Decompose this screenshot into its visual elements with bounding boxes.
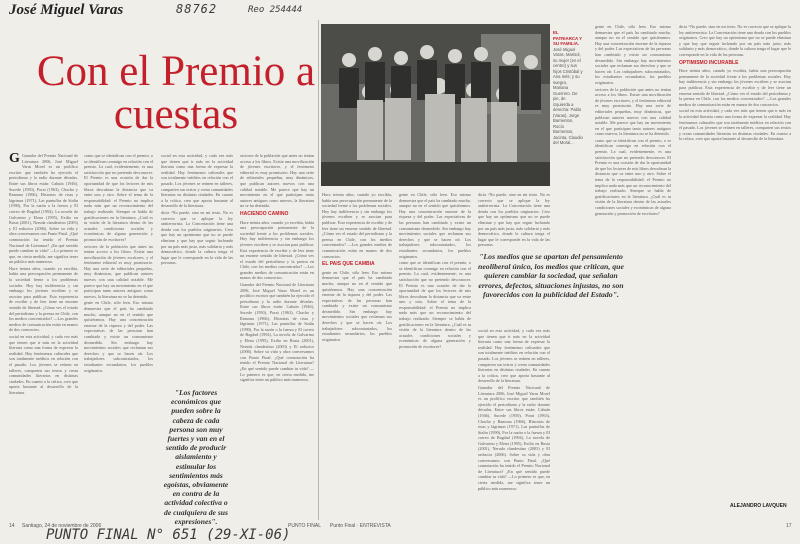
- footer-page-left: 14: [9, 523, 15, 529]
- column-text-continued-2: social en esta actividad, y cada vez más que tienen que ir más en la actividad literaria como una forma de expresar la realidad. Hay fenómenos culturales que son totalmente inéditos en relación con el pasado. Los jóvenes se reúnen en talleres, comparten sus textos y crean comunidades literarias en distintas ciudades. En cuanto a la crítica, creo que aporta bastante al desarrollo de la literatura.: [679, 108, 791, 142]
- archive-note: Reo 254444: [248, 5, 303, 15]
- column-text-continued: Hace treinta años, cuando yo escribía, había una preocupación permanente de la sociedad frente a los problemas sociales. Hoy hay indiferencia y sin embargo los jóvenes escriben y se asocian para publicar. Esta experiencia de escribir y de leer tiene un enorme sentido de libertad. ¿Cómo ves el estado del periodismo y la prensa en Chile, con los medios concentrados? —Los grandes medios de comunicación están en manos de dos consorcios.: [9, 265, 78, 333]
- column-text-continued: como que se identifican con el premio, o se identifican conmigo en relación con el premio. La cual, evidentemente, es una satisfacción que no pretendo desconocer. El Premio es una ocasión de dar la oportunidad de que los lectores de mis libros descubran la distancia que va entre uno y otro. Sobre el tema de la responsabilidad: el Premio no implica nada más que un reconocimiento del trabajo realizado. Siempre se habla de gratificaciones en la literatura. ¿Cuál es tu visión de la literatura dentro de las actuales condiciones sociales y económicas de alguna generación y promoción de escritores?: [399, 260, 471, 350]
- column-text-continued: Hace treinta años, cuando yo escribía, había una preocupación permanente de la sociedad frente a los problemas sociales. Hoy hay indiferencia y sin embargo los jóvenes escriben y se asocian para publicar. Esta experiencia de escribir y de leer tiene un enorme sentido de libertad. ¿Cómo ves el estado del periodismo y la prensa en Chile, con los medios concentrados? —Los grandes medios de comunicación están en manos de dos consorcios.: [679, 68, 791, 107]
- page-gutter: [318, 20, 319, 520]
- photo-caption-title: EL PATRIARCA Y SU FAMILIA.: [553, 30, 583, 46]
- column-text-continued: sectores de la población que antes no tenían acceso a los libros. Existe una movilización de jóvenes escritores, y el fenómeno editorial es muy promisorio. Hay una serie de editoriales pequeñas, muy dinámicas, que publican autores nuevos con una calidad notable. Me parece que hay un movimiento en el que participan tanto autores antiguos como nuevos, la literatura no se ha detenido.: [595, 86, 671, 137]
- article-column-7-top: [478, 192, 550, 252]
- subhead-haciendo-camino: HACIENDO CAMINO: [240, 210, 289, 217]
- column-text: gente en Chile, sólo leen. Eso mismo demuestra que el país ha cambiado mucho, aunque no en el sentido que quisiéramos. Hay una concentración enorme de la riqueza y del poder. Las expectativas de las personas han cambiado y existe un consumismo desmedido. Sin embargo hay movimientos sociales que reclaman sus derechos y que se hacen oír. Los trabajadores subcontratados, los estudiantes secundarios, los pueblos originarios.: [595, 24, 671, 85]
- column-text-continued-2: gente en Chile, sólo leen. Eso mismo demuestra que el país ha cambiado mucho, aunque no en el sentido que quisiéramos. Hay una concentración enorme de la riqueza y del poder. Las expectativas de las personas han cambiado y existe un consumismo desmedido. Sin embargo hay movimientos sociales que reclaman sus derechos y que se hacen oír. Los trabajadores subcontratados, los estudiantes secundarios, los pueblos originarios.: [84, 300, 153, 373]
- column-text-continued: Ganador del Premio Nacional de Literatura 2006, José Miguel Varas Morel es un prolífico escritor que también ha ejercido el periodismo y la radio durante décadas. Entre sus libros están: Cahuín (1946), Sucede (1950), Porai (1963), Chacho y Ramona (1966), Historias de risas y lágrimas (1971), Las pantuflas de Stalin (1990), Por la razón o la fuerza y El correo de Bagdad (1994), La novela de Galvarino y Elena (1995), Exilio en Rusia (2001), Neruda clandestino (2003) y El seductor (2006). Sobre su vida y obra conversamos con Punto Final. ¿Qué connotación ha tenido el Premio Nacional de Literatura? ¿En qué sentido puede cambiar tu vida? —Lo primero es que, en cierta medida, me significa tener un público más numeroso.: [478, 384, 550, 491]
- footer-date: Santiago, 24 de noviembre de 2006: [22, 523, 102, 529]
- article-column-3: [161, 153, 233, 375]
- footer-magazine-right: Punto Final · ENTREVISTA: [330, 523, 391, 529]
- column-text: social en esta actividad, y cada vez más que tienen que ir más en la actividad literaria como una forma de expresar la realidad. Hay fenómenos culturales que son totalmente inéditos en relación con el pasado. Los jóvenes se reúnen en talleres, comparten sus textos y crean comunidades literarias en distintas ciudades. En cuanto a la crítica, creo que aporta bastante al desarrollo de la literatura.: [478, 328, 550, 384]
- footer-page-right: 17: [786, 523, 792, 529]
- column-text: sectores de la población que antes no tenían acceso a los libros. Existe una movilización de jóvenes escritores, y el fenómeno editorial es muy promisorio. Hay una serie de editoriales pequeñas, muy dinámicas, que publican autores nuevos con una calidad notable. Me parece que hay un movimiento en el que participan tanto autores antiguos como nuevos, la literatura no se ha detenido.: [240, 153, 314, 209]
- column-text: Hace treinta años, cuando yo escribía, había una preocupación permanente de la sociedad frente a los problemas sociales. Hoy hay indiferencia y sin embargo los jóvenes escriben y se asocian para publicar. Esta experiencia de escribir y de leer tiene un enorme sentido de libertad. ¿Cómo ves el estado del periodismo y la prensa en Chile, con los medios concentrados? —Los grandes medios de comunicación están en manos de dos consorcios.: [322, 192, 392, 259]
- article-column-2: [84, 153, 153, 518]
- column-text-continued: Hace treinta años, cuando yo escribía, había una preocupación permanente de la sociedad frente a los problemas sociales. Hoy hay indiferencia y sin embargo los jóvenes escriben y se asocian para publicar. Esta experiencia de escribir y de leer tiene un enorme sentido de libertad. ¿Cómo ves el estado del periodismo y la prensa en Chile, con los medios concentrados? —Los grandes medios de comunicación están en manos de dos consorcios.: [240, 219, 314, 281]
- handwritten-source-note: PUNTO FINAL N° 651 (29-XI-06): [46, 527, 291, 543]
- family-group-illustration: [321, 24, 550, 186]
- article-column-9: [679, 24, 791, 500]
- headline: Con el Premio a cuestas: [36, 48, 316, 138]
- column-text-continued-2: social en esta actividad, y cada vez más que tienen que ir más en la actividad literaria como una forma de expresar la realidad. Hay fenómenos culturales que son totalmente inéditos en relación con el pasado. Los jóvenes se reúnen en talleres, comparten sus textos y crean comunidades literarias en distintas ciudades. En cuanto a la crítica, creo que aporta bastante al desarrollo de la literatura.: [9, 334, 78, 395]
- family-photo: [321, 24, 550, 186]
- article-column-7: [478, 328, 550, 518]
- subhead-pais-cambia: EL PAIS QUE CAMBIA: [322, 261, 375, 268]
- pull-quote-2: "Los medios que se apartan del pensamiento neoliberal único, los medios que critican, que quieren cambiar la sociedad, que señalan errores, defectos, situaciones injustas, no son favorecidos con la publicidad del Estado".: [478, 252, 624, 300]
- column-text-continued: gente en Chile, sólo leen. Eso mismo demuestra que el país ha cambiado mucho, aunque no en el sentido que quisiéramos. Hay una concentración enorme de la riqueza y del poder. Las expectativas de las personas han cambiado y existe un consumismo desmedido. Sin embargo hay movimientos sociales que reclaman sus derechos y que se hacen oír. Los trabajadores subcontratados, los estudiantes secundarios, los pueblos originarios.: [322, 269, 392, 342]
- photo-caption-body: José Miguel Varas, Marisol, su mujer (en el centro) y sus hijos Cristóbal y Ana Inés; y su suegra, Mariana Guerrero. De pie, de izquierda a derecha: Pablo (Varas), Jorge Barrientos, Rocío Barrientos, Jacinta, Claudio del Moral...: [553, 46, 583, 145]
- column-text: como que se identifican con el premio, o se identifican conmigo en relación con el premio. La cual, evidentemente, es una satisfacción que no pretendo desconocer. El Premio es una ocasión de dar la oportunidad de que los lectores de mis libros descubran la distancia que va entre uno y otro. Sobre el tema de la responsabilidad: el Premio no implica nada más que un reconocimiento del trabajo realizado. Siempre se habla de gratificaciones en la literatura. ¿Cuál es tu visión de la literatura dentro de las actuales condiciones sociales y económicas de alguna generación y promoción de escritores?: [84, 153, 153, 242]
- column-text-continued-2: como que se identifican con el premio, o se identifican conmigo en relación con el premio. La cual, evidentemente, es una satisfacción que no pretendo desconocer. El Premio es una ocasión de dar la oportunidad de que los lectores de mis libros descubran la distancia que va entre uno y otro. Sobre el tema de la responsabilidad: el Premio no implica nada más que un reconocimiento del trabajo realizado. Siempre se habla de gratificaciones en la literatura. ¿Cuál es tu visión de la literatura dentro de las actuales condiciones sociales y económicas de alguna generación y promoción de escritores?: [595, 137, 671, 216]
- column-text: dicía “No puede, sino en mi texto. No es correcto que se aplique la ley antiterrorista. La Concertación tiene una deuda con los pueblos originarios. Creo que hay un optimismo que no se puede eliminar y que hay que seguir luchando por un país más justo, más solidario y más democrático, donde la cultura tenga el lugar que le corresponde en la vida de las personas.: [679, 24, 791, 57]
- article-column-5: [322, 192, 392, 518]
- article-column-1: [9, 153, 78, 518]
- author-signature: ALEJANDRO LAVQUEN: [730, 503, 787, 509]
- article-column-8: [595, 24, 671, 518]
- drop-cap: G: [9, 153, 20, 166]
- column-text-continued-2: Ganador del Premio Nacional de Literatura 2006, José Miguel Varas Morel es un prolífico escritor que también ha ejercido el periodismo y la radio durante décadas. Entre sus libros están: Cahuín (1946), Sucede (1950), Porai (1963), Chacho y Ramona (1966), Historias de risas y lágrimas (1971), Las pantuflas de Stalin (1990), Por la razón o la fuerza y El correo de Bagdad (1994), La novela de Galvarino y Elena (1995), Exilio en Rusia (2001), Neruda clandestino (2003) y El seductor (2006). Sobre su vida y obra conversamos con Punto Final. ¿Qué connotación ha tenido el Premio Nacional de Literatura? ¿En qué sentido puede cambiar tu vida? —Lo primero es que, en cierta medida, me significa tener un público más numeroso.: [240, 282, 314, 383]
- column-text-continued: sectores de la población que antes no tenían acceso a los libros. Existe una movilización de jóvenes escritores, y el fenómeno editorial es muy promisorio. Hay una serie de editoriales pequeñas, muy dinámicas, que publican autores nuevos con una calidad notable. Me parece que hay un movimiento en el que participan tanto autores antiguos como nuevos, la literatura no se ha detenido.: [84, 243, 153, 299]
- subhead-optimismo: OPTIMISMO INCURABLE: [679, 59, 739, 66]
- author-name: José Miguel Varas: [9, 2, 124, 18]
- article-column-4: [240, 153, 314, 518]
- column-text: Ganador del Premio Nacional de Literatura 2006, José Miguel Varas Morel es un prolífico escritor que también ha ejercido el periodismo y la radio durante décadas. Entre sus libros están: Cahuín (1946), Sucede (1950), Porai (1963), Chacho y Ramona (1966), Historias de risas y lágrimas (1971), Las pantuflas de Stalin (1990), Por la razón o la fuerza y El correo de Bagdad (1994), La novela de Galvarino y Elena (1995), Exilio en Rusia (2001), Neruda clandestino (2003) y El seductor (2006). Sobre su vida y obra conversamos con Punto Final. ¿Qué connotación ha tenido el Premio Nacional de Literatura? ¿En qué sentido puede cambiar tu vida? —Lo primero es que, en cierta medida, me significa tener un público más numeroso.: [9, 153, 78, 265]
- photo-caption: [553, 30, 583, 146]
- column-text: gente en Chile, sólo leen. Eso mismo demuestra que el país ha cambiado mucho, aunque no en el sentido que quisiéramos. Hay una concentración enorme de la riqueza y del poder. Las expectativas de las personas han cambiado y existe un consumismo desmedido. Sin embargo hay movimientos sociales que reclaman sus derechos y que se hacen oír. Los trabajadores subcontratados, los estudiantes secundarios, los pueblos originarios.: [399, 192, 471, 259]
- column-text: social en esta actividad, y cada vez más que tienen que ir más en la actividad literaria como una forma de expresar la realidad. Hay fenómenos culturales que son totalmente inéditos en relación con el pasado. Los jóvenes se reúnen en talleres, comparten sus textos y crean comunidades literarias en distintas ciudades. En cuanto a la crítica, creo que aporta bastante al desarrollo de la literatura.: [161, 153, 233, 209]
- article-column-6: [399, 192, 471, 518]
- pull-quote: "Los factores económicos que pueden sobre la cabeza de cada persona son muy fuertes y van en el sentido de producir aislamiento y estimular los sentimientos más egoístas, obviamente en contra de la actividad colectiva o de cualquiera de sus expresiones".: [163, 388, 229, 526]
- footer-magazine-left: PUNTO FINAL: [288, 523, 321, 529]
- column-text: dicía “No puede, sino en mi texto. No es correcto que se aplique la ley antiterrorista. La Concertación tiene una deuda con los pueblos originarios. Creo que hay un optimismo que no se puede eliminar y que hay que seguir luchando por un país más justo, más solidario y más democrático, donde la cultura tenga el lugar que le corresponde en la vida de las personas.: [478, 192, 550, 248]
- column-text-continued: dicía “No puede, sino en mi texto. No es correcto que se aplique la ley antiterrorista. La Concertación tiene una deuda con los pueblos originarios. Creo que hay un optimismo que no se puede eliminar y que hay que seguir luchando por un país más justo, más solidario y más democrático, donde la cultura tenga el lugar que le corresponde en la vida de las personas.: [161, 209, 233, 266]
- archive-code: 88762: [176, 2, 218, 16]
